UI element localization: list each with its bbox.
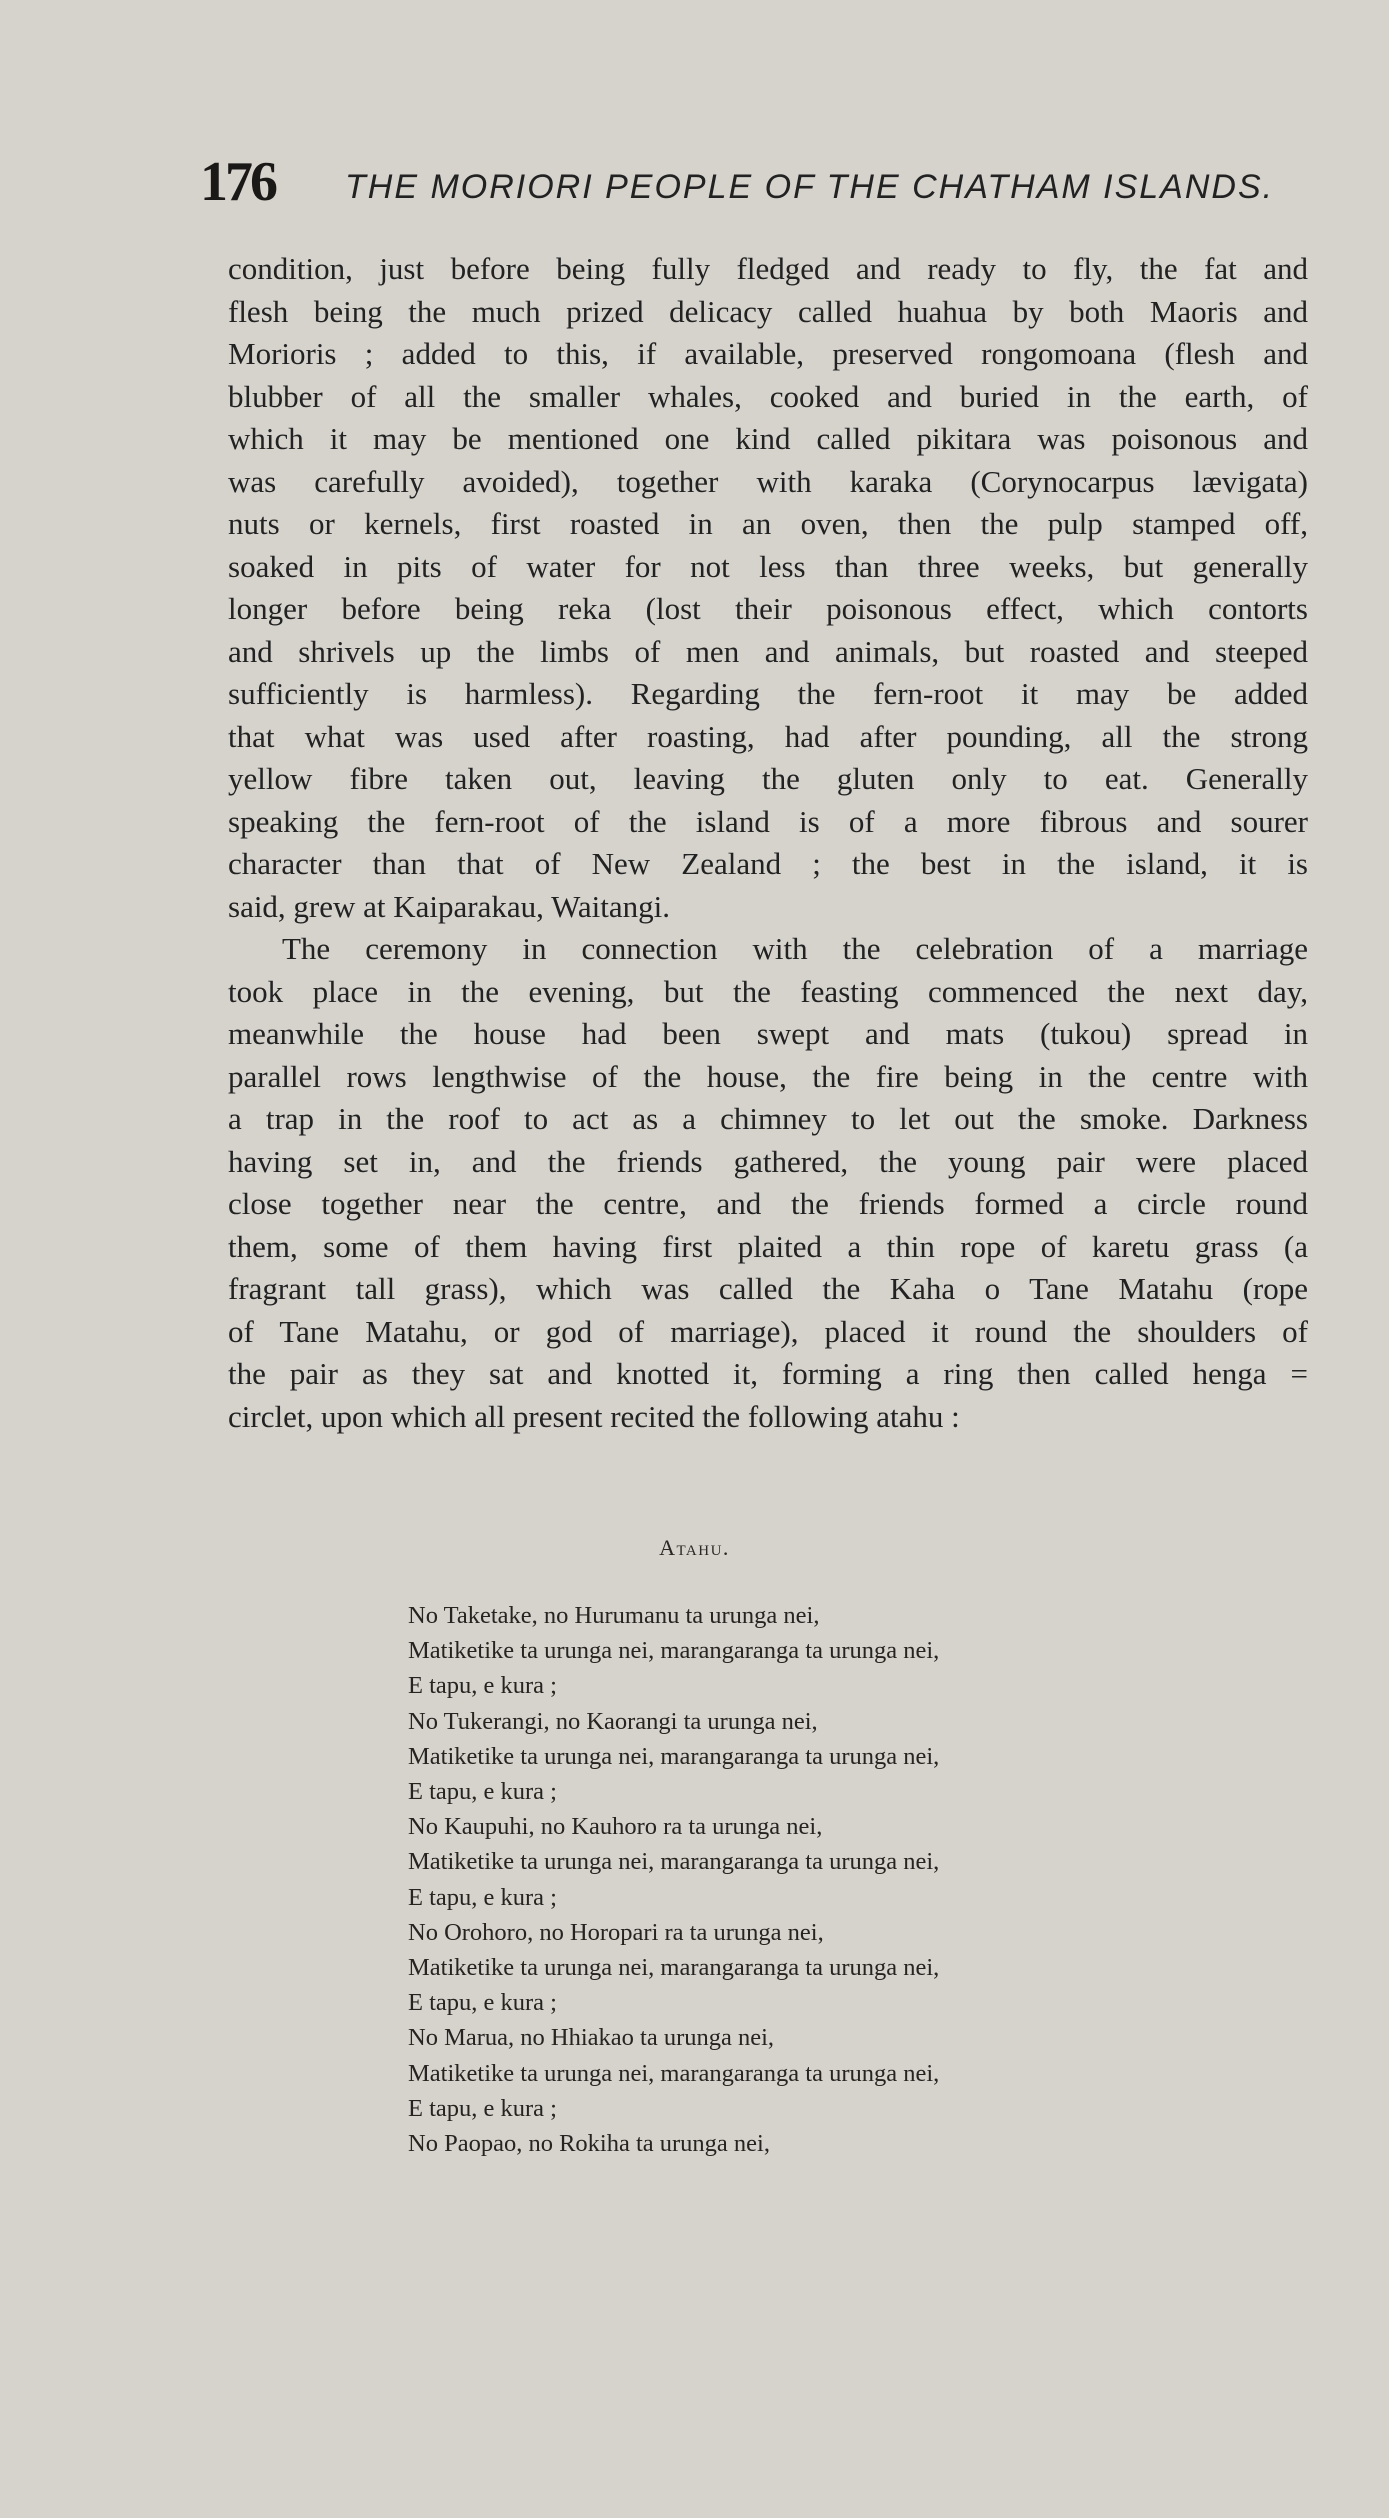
- poem-line: No Taketake, no Hurumanu ta urunga nei,: [408, 1602, 820, 1629]
- text-line: was carefully avoided), together with karaka (Corynocarpus lævigata): [228, 463, 1308, 499]
- text-line: them, some of them having first plaited a thin rope of karetu grass (a: [228, 1228, 1308, 1264]
- poem-line: Matiketike ta urunga nei, marangaranga ta urunga nei,: [408, 1637, 940, 1665]
- text-line: character than that of New Zealand ; the best in the island, it is: [228, 846, 1308, 881]
- poem-line: Matiketike ta urunga nei, marangaranga ta urunga nei,: [408, 1954, 940, 1982]
- text-line: circlet, upon which all present recited the following atahu :: [228, 1398, 960, 1434]
- text-line: Morioris ; added to this, if available, preserved rongomoana (flesh and: [228, 336, 1308, 371]
- page-number: 176: [200, 151, 275, 213]
- poem-line: No Kaupuhi, no Kauhoro ra ta urunga nei,: [408, 1813, 823, 1841]
- text-line: soaked in pits of water for not less than three weeks, but generally: [228, 548, 1308, 584]
- text-line: The ceremony in connection with the celebration of a marriage: [282, 931, 1308, 966]
- paragraph-1: [228, 248, 1308, 928]
- text-line: the pair as they sat and knotted it, forming a ring then called henga =: [228, 1356, 1308, 1391]
- poem-line: Matiketike ta urunga nei, marangaranga ta urunga nei,: [408, 1848, 940, 1876]
- text-line: took place in the evening, but the feasting commenced the next day,: [228, 973, 1308, 1009]
- text-line: longer before being reka (lost their poisonous effect, which contorts: [228, 591, 1308, 626]
- text-line: speaking the fern-root of the island is of a more fibrous and sourer: [228, 803, 1308, 839]
- poem-line: E tapu, e kura ;: [408, 1989, 557, 2017]
- poem-line: E tapu, e kura ;: [408, 2094, 557, 2122]
- poem-line: No Paopao, no Rokiha ta urunga nei,: [408, 2130, 770, 2158]
- text-line: sufficiently is harmless). Regarding the fern-root it may be added: [228, 676, 1308, 711]
- poem-line: Matiketike ta urunga nei, marangaranga ta urunga nei,: [408, 1742, 940, 1770]
- poem-line: No Marua, no Hhiakao ta urunga nei,: [408, 2024, 775, 2052]
- text-line: yellow fibre taken out, leaving the gluten only to eat. Generally: [228, 761, 1308, 796]
- text-line: meanwhile the house had been swept and mats (tukou) spread in: [228, 1016, 1308, 1051]
- body-text: [228, 248, 1308, 1438]
- text-line: a trap in the roof to act as a chimney to let out the smoke. Darkness: [228, 1101, 1308, 1136]
- text-line: blubber of all the smaller whales, cooked and buried in the earth, of: [228, 378, 1308, 414]
- running-title: THE MORIORI PEOPLE OF THE CHATHAM ISLANDS.: [345, 168, 1275, 206]
- text-line: having set in, and the friends gathered, the young pair were placed: [228, 1143, 1308, 1179]
- text-line: which it may be mentioned one kind called pikitara was poisonous and: [228, 421, 1308, 456]
- text-line: close together near the centre, and the friends formed a circle round: [228, 1186, 1308, 1221]
- text-line: and shrivels up the limbs of men and animals, but roasted and steeped: [228, 633, 1308, 669]
- text-line: said, grew at Kaiparakau, Waitangi.: [228, 888, 670, 924]
- poem-line: Matiketike ta urunga nei, marangaranga ta urunga nei,: [408, 2059, 940, 2087]
- text-line: parallel rows lengthwise of the house, the fire being in the centre with: [228, 1058, 1308, 1094]
- text-line: that what was used after roasting, had after pounding, all the strong: [228, 718, 1308, 754]
- poem-line: E tapu, e kura ;: [408, 1883, 557, 1911]
- poem-heading: Atahu.: [659, 1535, 730, 1560]
- poem-line: No Orohoro, no Horopari ra ta urunga nei,: [408, 1918, 824, 1946]
- poem-line: E tapu, e kura ;: [408, 1672, 557, 1700]
- paragraph-2: [228, 928, 1308, 1438]
- poem: [408, 1598, 1168, 2161]
- text-line: fragrant tall grass), which was called the Kaha o Tane Matahu (rope: [228, 1271, 1308, 1306]
- poem-line: No Tukerangi, no Kaorangi ta urunga nei,: [408, 1707, 818, 1735]
- text-line: nuts or kernels, first roasted in an oven, then the pulp stamped off,: [228, 506, 1308, 541]
- text-line: of Tane Matahu, or god of marriage), placed it round the shoulders of: [228, 1313, 1308, 1349]
- text-line: flesh being the much prized delicacy called huahua by both Maoris and: [228, 293, 1308, 329]
- poem-line: E tapu, e kura ;: [408, 1778, 557, 1806]
- text-line: condition, just before being fully fledged and ready to fly, the fat and: [228, 251, 1308, 286]
